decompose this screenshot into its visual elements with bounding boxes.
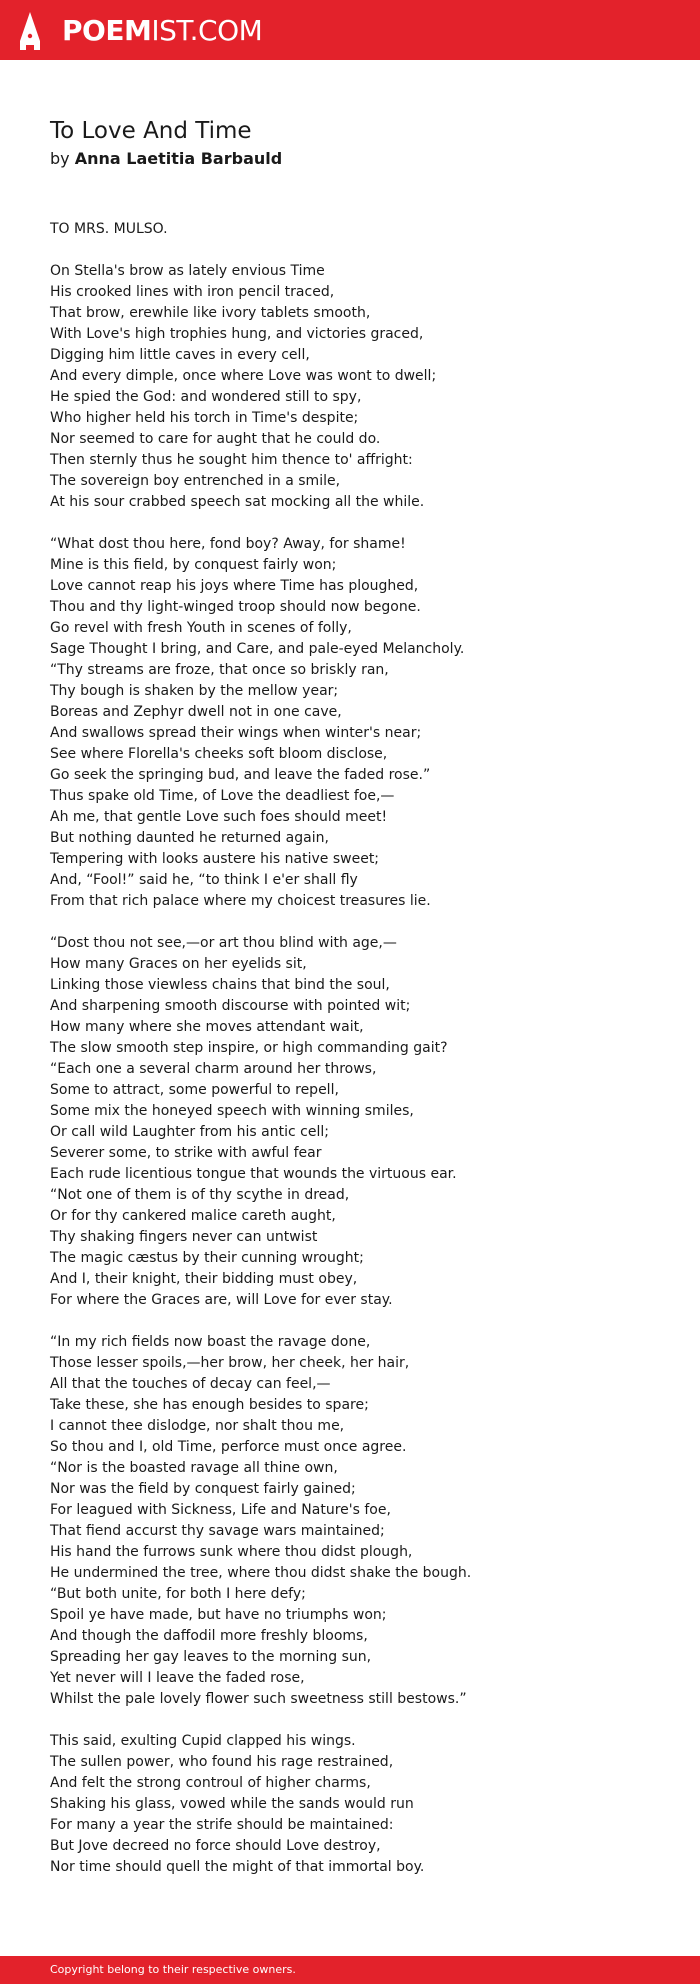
poem-line: Thy shaking fingers never can untwist xyxy=(50,1229,318,1245)
poem-line: “In my rich fields now boast the ravage done, xyxy=(50,1334,371,1350)
poem-line: And I, their knight, their bidding must obey, xyxy=(50,1271,358,1287)
poem-line: For many a year the strife should be maintained: xyxy=(50,1817,394,1833)
poem-line: The sullen power, who found his rage restrained, xyxy=(50,1754,394,1770)
poem-line: Boreas and Zephyr dwell not in one cave, xyxy=(50,704,342,720)
author-link[interactable]: Anna Laetitia Barbauld xyxy=(74,149,283,168)
poem-line: Digging him little caves in every cell, xyxy=(50,347,310,363)
poem-line: “Thy streams are froze, that once so briskly ran, xyxy=(50,662,389,678)
poem-line: How many Graces on her eyelids sit, xyxy=(50,956,307,972)
poem-line: Thou and thy light-winged troop should now begone. xyxy=(50,599,421,615)
poem-line: Thus spake old Time, of Love the deadliest foe,— xyxy=(50,788,395,804)
poem-line: “Each one a several charm around her throws, xyxy=(50,1061,377,1077)
poem-line: Then sternly thus he sought him thence to' affright: xyxy=(50,452,413,468)
logo-bold-text: POEM xyxy=(62,14,152,47)
site-header xyxy=(0,0,700,60)
copyright-text: Copyright belong to their respective owners. xyxy=(50,1963,296,1976)
poem-line: And, “Fool!” said he, “to think I e'er shall fly xyxy=(50,872,358,888)
poem-line: The slow smooth step inspire, or high commanding gait? xyxy=(50,1040,448,1056)
poem-line: Severer some, to strike with awful fear xyxy=(50,1145,322,1161)
poem-line: Ah me, that gentle Love such foes should meet! xyxy=(50,809,388,825)
poem-title: To Love And Time xyxy=(50,118,252,144)
poem-line: For where the Graces are, will Love for ever stay. xyxy=(50,1292,393,1308)
poem-line: Shaking his glass, vowed while the sands would run xyxy=(50,1796,414,1812)
poem-line: And though the daffodil more freshly blooms, xyxy=(50,1628,368,1644)
poem-line: Go revel with fresh Youth in scenes of folly, xyxy=(50,620,352,636)
poem-line: With Love's high trophies hung, and victories graced, xyxy=(50,326,424,342)
stanza-break xyxy=(50,1311,670,1332)
poem-line: Or for thy cankered malice careth aught, xyxy=(50,1208,336,1224)
poem-line: From that rich palace where my choicest treasures lie. xyxy=(50,893,431,909)
stanza-break xyxy=(50,912,670,933)
poem-line: But Jove decreed no force should Love destroy, xyxy=(50,1838,381,1854)
poem-line: Linking those viewless chains that bind the soul, xyxy=(50,977,390,993)
poem-line: How many where she moves attendant wait, xyxy=(50,1019,364,1035)
poem-line: Nor seemed to care for aught that he could do. xyxy=(50,431,381,447)
poem-line: Tempering with looks austere his native sweet; xyxy=(50,851,380,867)
poem-body xyxy=(50,219,670,1878)
poem-line: Those lesser spoils,—her brow, her cheek, her hair, xyxy=(50,1355,410,1371)
stanza-break xyxy=(50,1710,670,1731)
poem-line: And sharpening smooth discourse with pointed wit; xyxy=(50,998,411,1014)
poem-line: He spied the God: and wondered still to spy, xyxy=(50,389,362,405)
poem-line: See where Florella's cheeks soft bloom disclose, xyxy=(50,746,388,762)
poem-line: Yet never will I leave the faded rose, xyxy=(50,1670,305,1686)
poem-line: Take these, she has enough besides to spare; xyxy=(50,1397,369,1413)
poem-line: That fiend accurst thy savage wars maintained; xyxy=(50,1523,385,1539)
poem-line: For leagued with Sickness, Life and Nature's foe, xyxy=(50,1502,391,1518)
poem-line: “Dost thou not see,—or art thou blind with age,— xyxy=(50,935,397,951)
stanza-break xyxy=(50,513,670,534)
poem-line: I cannot thee dislodge, nor shalt thou me, xyxy=(50,1418,345,1434)
poem-line: All that the touches of decay can feel,— xyxy=(50,1376,331,1392)
site-logo[interactable] xyxy=(62,11,262,51)
by-label: by xyxy=(50,149,70,168)
poem-line: And swallows spread their wings when winter's near; xyxy=(50,725,422,741)
poem-line: Nor was the field by conquest fairly gained; xyxy=(50,1481,356,1497)
poem-line: His hand the furrows sunk where thou didst plough, xyxy=(50,1544,413,1560)
poem-line: Spoil ye have made, but have no triumphs won; xyxy=(50,1607,387,1623)
poem-line: Whilst the pale lovely flower such sweetness still bestows.” xyxy=(50,1691,467,1707)
poem-line: His crooked lines with iron pencil traced, xyxy=(50,284,335,300)
poem-line: “But both unite, for both I here defy; xyxy=(50,1586,306,1602)
poem-line: “Nor is the boasted ravage all thine own, xyxy=(50,1460,338,1476)
poem-line: TO MRS. MULSO. xyxy=(50,221,168,237)
poem-line: Some to attract, some powerful to repell, xyxy=(50,1082,339,1098)
poem-line: “What dost thou here, fond boy? Away, for shame! xyxy=(50,536,406,552)
poem-line: Nor time should quell the might of that immortal boy. xyxy=(50,1859,425,1875)
poem-line: Or call wild Laughter from his antic cell; xyxy=(50,1124,329,1140)
poem-line: Each rude licentious tongue that wounds the virtuous ear. xyxy=(50,1166,457,1182)
poem-line: The sovereign boy entrenched in a smile, xyxy=(50,473,341,489)
poem-line: Some mix the honeyed speech with winning smiles, xyxy=(50,1103,414,1119)
poem-line: On Stella's brow as lately envious Time xyxy=(50,263,325,279)
poem-line: Who higher held his torch in Time's despite; xyxy=(50,410,359,426)
poem-line: And felt the strong controul of higher charms, xyxy=(50,1775,371,1791)
poem-line: Spreading her gay leaves to the morning sun, xyxy=(50,1649,372,1665)
poem-line: “Not one of them is of thy scythe in dread, xyxy=(50,1187,350,1203)
site-footer xyxy=(0,1956,700,1984)
logo-light-text: IST.COM xyxy=(151,14,263,47)
poem-line: Mine is this field, by conquest fairly won; xyxy=(50,557,337,573)
poem-line: This said, exulting Cupid clapped his wings. xyxy=(50,1733,356,1749)
poem-line: At his sour crabbed speech sat mocking all the while. xyxy=(50,494,425,510)
poem-line: He undermined the tree, where thou didst shake the bough. xyxy=(50,1565,472,1581)
poem-line: The magic cæstus by their cunning wrought; xyxy=(50,1250,364,1266)
poem-line: Love cannot reap his joys where Time has ploughed, xyxy=(50,578,419,594)
stanza-break xyxy=(50,240,670,261)
pen-nib-icon[interactable] xyxy=(18,11,42,51)
poem-line: And every dimple, once where Love was wont to dwell; xyxy=(50,368,437,384)
poem-line: So thou and I, old Time, perforce must once agree. xyxy=(50,1439,407,1455)
poem-line: But nothing daunted he returned again, xyxy=(50,830,329,846)
poem-line: Go seek the springing bud, and leave the faded rose.” xyxy=(50,767,431,783)
poem-line: That brow, erewhile like ivory tablets smooth, xyxy=(50,305,371,321)
poem-line: Sage Thought I bring, and Care, and pale-eyed Melancholy. xyxy=(50,641,465,657)
poem-line: Thy bough is shaken by the mellow year; xyxy=(50,683,339,699)
byline xyxy=(50,147,282,171)
